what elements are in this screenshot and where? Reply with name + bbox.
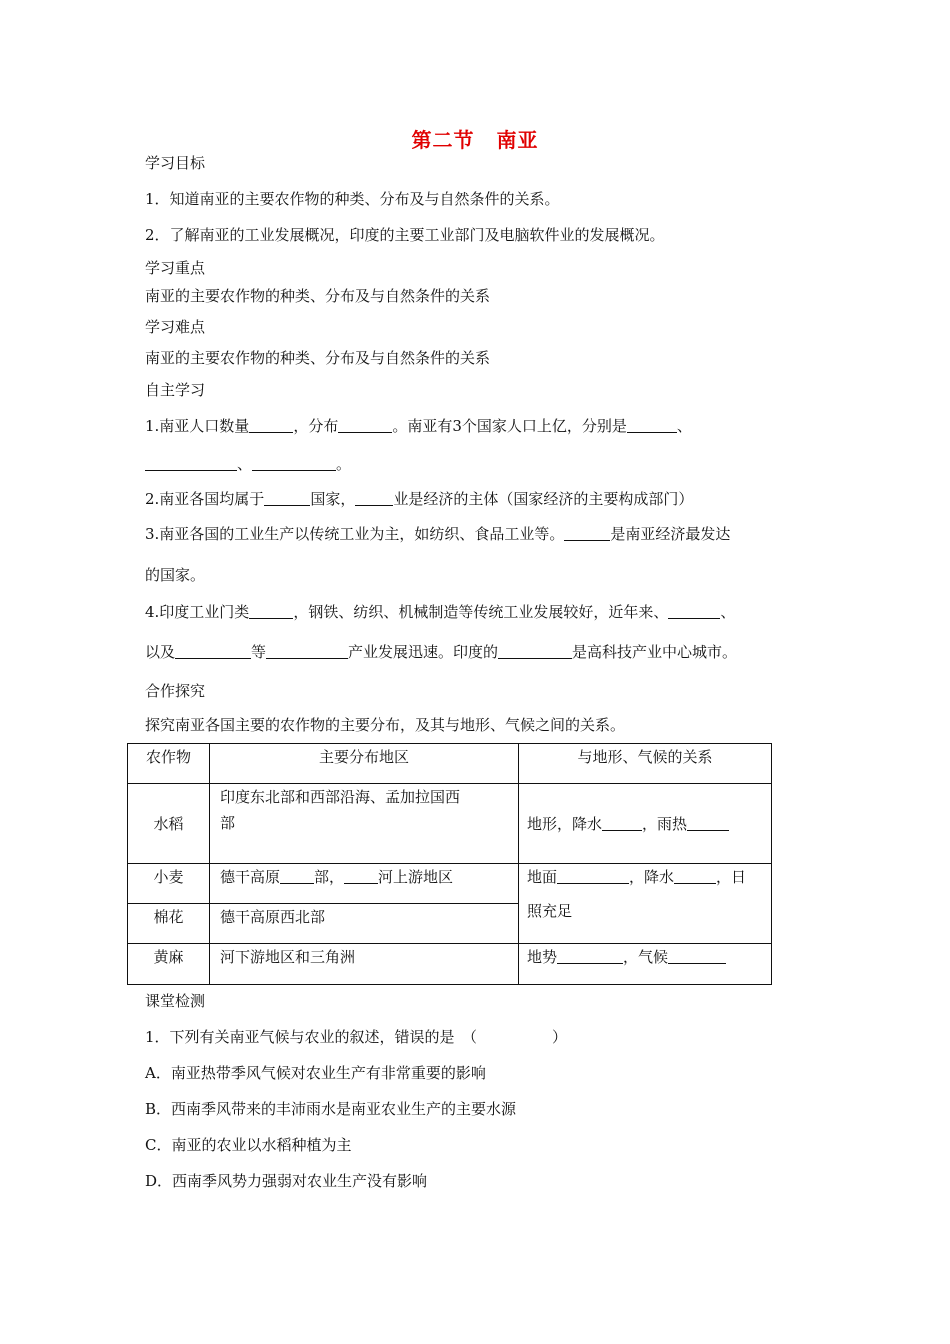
q2-blank-industry[interactable] [355,490,393,506]
q1-text-a: 1.南亚人口数量 [145,417,250,435]
wheat-dist-text-a: 德干高原 [220,868,281,886]
wheat-dist-text-b: 部， [314,868,345,886]
q1-text-d: 、 [676,417,692,435]
cell-dist-wheat [210,864,519,904]
rice-rel-text-b: ，雨热 [642,815,688,833]
q2-text-c: 业是经济的主体（国家经济的主要构成部门） [393,490,694,508]
rice-blank-rain[interactable] [602,815,642,831]
cell-rel-rice [519,784,772,864]
cell-crop-cotton: 棉花 [128,904,210,944]
check-heading: 课堂检测 [145,992,206,1010]
question-1-line-2 [145,453,351,474]
wc-rel-line-1 [527,864,771,890]
wc-rel-line-2: 照充足 [527,902,573,920]
objectives-heading: 学习目标 [145,154,206,172]
q1-blank-distribution[interactable] [338,417,392,433]
mc-option-a[interactable]: A．南亚热带季风气候对农业生产有非常重要的影响 [145,1064,486,1082]
difficult-heading: 学习难点 [145,318,206,336]
question-3-line-2: 的国家。 [145,566,206,584]
cell-rel-jute [519,944,772,985]
table-header-row [128,744,772,784]
cell-crop-rice: 水稻 [128,784,210,864]
page-title [0,124,950,153]
q4-text-a: 4.印度工业门类 [145,603,250,621]
q4-blank-industry-1[interactable] [668,603,720,619]
q4-blank-industry-3[interactable] [266,643,348,659]
crop-table [127,743,772,985]
coop-text: 探究南亚各国主要的农作物的主要分布，及其与地形、气候之间的关系。 [145,716,626,734]
q4-text-b: ，钢铁、纺织、机械制造等传统工业发展较好，近年来、 [293,603,669,621]
jute-rel-text-a: 地势 [527,948,558,966]
title-section: 第二节 [411,128,475,152]
rice-rel-text-a: 地形，降水 [527,815,603,833]
q1-blank-country-3[interactable] [252,455,336,471]
cell-crop-jute: 黄麻 [128,944,210,985]
table-row-rice [128,784,772,864]
objective-1: 1．知道南亚的主要农作物的种类、分布及与自然条件的关系。 [145,190,560,208]
q4-blank-category[interactable] [249,603,293,619]
mc-option-b[interactable]: B．西南季风带来的丰沛雨水是南亚农业生产的主要水源 [145,1100,517,1118]
jute-rel-text-b: ，气候 [623,948,669,966]
q1-text-c: 。南亚有3个国家人口上亿，分别是 [392,417,627,435]
coop-heading: 合作探究 [145,682,206,700]
q4-blank-industry-2[interactable] [175,643,251,659]
q1-text-e: 、 [237,455,253,473]
keypoints-text: 南亚的主要农作物的种类、分布及与自然条件的关系 [145,287,491,305]
q1-text-b: ，分布 [293,417,339,435]
q4-text-d: 以及 [145,643,176,661]
wheat-blank-river[interactable] [344,868,378,884]
question-3-line-1 [145,523,730,544]
wc-rel-text-c: ，日 [716,868,747,886]
table-row-jute [128,944,772,985]
q2-text-a: 2.南亚各国均属于 [145,490,265,508]
cell-dist-jute: 河下游地区和三角洲 [210,944,519,985]
q1-text-f: 。 [336,455,352,473]
table-row-wheat [128,864,772,904]
question-2 [145,488,693,509]
cell-dist-cotton: 德干高原西北部 [210,904,519,944]
rice-dist-line-1: 印度东北部和西部沿海、孟加拉国西 [220,788,461,806]
cell-dist-rice [210,784,519,864]
question-4-line-1 [145,601,735,622]
rice-blank-heat[interactable] [687,815,729,831]
jute-blank-climate[interactable] [668,948,726,964]
q4-text-f: 产业发展迅速。印度的 [348,643,499,661]
wc-rel-text-a: 地面 [527,868,558,886]
q1-blank-population[interactable] [249,417,293,433]
title-region: 南亚 [496,128,539,152]
q1-blank-country-1[interactable] [627,417,677,433]
q1-blank-country-2[interactable] [145,455,237,471]
header-distribution: 主要分布地区 [210,744,519,784]
q4-text-c: 、 [720,603,736,621]
wc-blank-ground[interactable] [557,868,629,884]
q2-text-b: 国家， [310,490,356,508]
mc-question: 1．下列有关南亚气候与农业的叙述，错误的是 （ ） [145,1028,568,1046]
rice-dist-line-2: 部 [220,814,236,832]
difficult-text: 南亚的主要农作物的种类、分布及与自然条件的关系 [145,349,491,367]
q4-text-e: 等 [251,643,267,661]
q3-text-a: 3.南亚各国的工业生产以传统工业为主，如纺织、食品工业等。 [145,525,565,543]
cell-rel-wheat-cotton [519,864,772,944]
q4-text-g: 是高科技产业中心城市。 [572,643,738,661]
self-study-heading: 自主学习 [145,381,206,399]
mc-option-d[interactable]: D．西南季风势力强弱对农业生产没有影响 [145,1172,428,1190]
q2-blank-country-type[interactable] [264,490,310,506]
question-1-line-1 [145,415,692,436]
question-4-line-2 [145,641,737,662]
objective-2: 2．了解南亚的工业发展概况，印度的主要工业部门及电脑软件业的发展概况。 [145,226,665,244]
wc-blank-rain[interactable] [674,868,716,884]
q3-blank-country[interactable] [564,525,610,541]
cell-crop-wheat: 小麦 [128,864,210,904]
wc-rel-text-b: ，降水 [629,868,675,886]
q3-text-b: 是南亚经济最发达 [610,525,731,543]
wheat-dist-text-c: 河上游地区 [378,868,454,886]
header-relation: 与地形、气候的关系 [519,744,772,784]
header-crop: 农作物 [128,744,210,784]
mc-option-c[interactable]: C．南亚的农业以水稻种植为主 [145,1136,352,1154]
keypoints-heading: 学习重点 [145,259,206,277]
wheat-blank-part[interactable] [280,868,314,884]
q4-blank-city[interactable] [498,643,572,659]
jute-blank-terrain[interactable] [557,948,623,964]
